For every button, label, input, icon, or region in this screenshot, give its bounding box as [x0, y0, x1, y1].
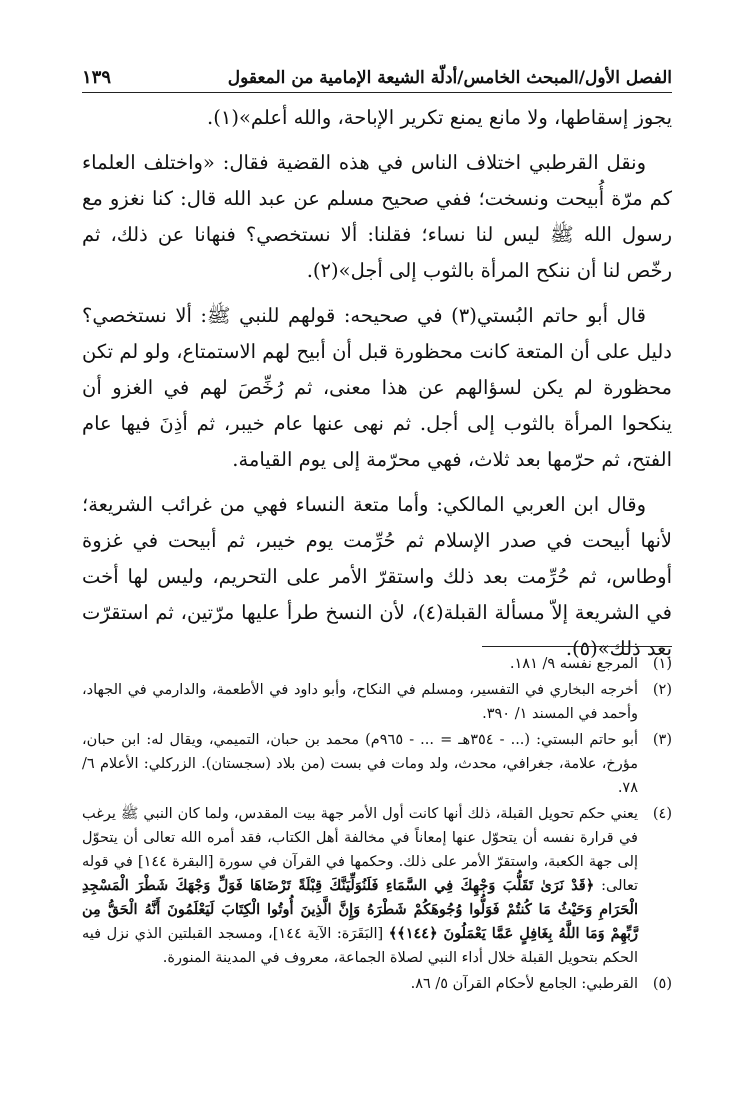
footnote [82, 728, 672, 800]
footnote [82, 652, 672, 676]
footnote [82, 678, 672, 726]
footnote-number: (١) [652, 656, 672, 672]
footnote-number: (٥) [652, 976, 672, 992]
footnote-text: القرطبي: الجامع لأحكام القرآن ٥/ ٨٦. [410, 976, 638, 992]
footnote-number: (٤) [652, 806, 672, 822]
footnote-text: المرجع نفسه ٩/ ١٨١. [509, 656, 638, 672]
footnote-text-after: [البَقَرَة: الآية ١٤٤]، ومسجد القبلتين الذي نزل فيه الحكم بتحويل القبلة خلال أداء النبي لصلاة الجماعة، معروف في المدينة المنورة. [82, 926, 638, 966]
paragraph: ونقل القرطبي اختلاف الناس في هذه القضية فقال: «واختلف العلماء كم مرّة أُبيحت ونسخت؛ ففي صحيح مسلم عن عبد الله قال: كنا نغزو مع رسول الله ﷺ ليس لنا نساء؛ فقلنا: ألا نستخصي؟ فنهانا عن ذلك، ثم رخّص لنا أن ننكح المرأة بالثوب إلى أجل»(٢). [82, 151, 672, 282]
footnote [82, 972, 672, 996]
footnote-text: أخرجه البخاري في التفسير، ومسلم في النكاح، وأبو داود في الأطعمة، والدارمي في الجهاد، وأحمد في المسند ١/ ٣٩٠. [82, 682, 638, 722]
paragraph: قال أبو حاتم البُستي(٣) في صحيحه: قولهم للنبي ﷺ: ألا نستخصي؟ دليل على أن المتعة كانت محظورة قبل أن أبيح لهم الاستمتاع، ولو لم تكن محظورة لم يكن لسؤالهم عن هذا معنى، ثم رُخِّصَ لهم في الغزو أن ينكحوا المرأة بالثوب إلى أجل. ثم نهى عنها عام خيبر، ثم أذِنَ فيها عام الفتح، ثم حرّمها بعد ثلاث، فهي محرّمة إلى يوم القيامة. [82, 304, 672, 471]
quran-verse: ﴿قَدْ نَرَىٰ تَقَلُّبَ وَجْهِكَ فِي السَّمَاءِ فَلَنُوَلِّيَنَّكَ قِبْلَةً تَرْضَاهَا فَوَلِّ وَجْهَكَ شَطْرَ الْمَسْجِدِ الْحَرَامِ وَحَيْثُ مَا كُنتُمْ فَوَلُّوا وُجُوهَكُمْ شَطْرَهُ وَإِنَّ الَّذِينَ أُوتُوا الْكِتَابَ لَيَعْلَمُونَ أَنَّهُ الْحَقُّ مِن رَّبِّهِمْ وَمَا اللَّهُ بِغَافِلٍ عَمَّا يَعْمَلُونَ ﴿١٤٤﴾﴾ [82, 877, 638, 942]
footnote-text [82, 802, 638, 970]
running-head: الفصل الأول/المبحث الخامس/أدلّة الشيعة الإمامية من المعقول [227, 68, 672, 88]
footnotes [82, 652, 672, 998]
footnote-divider [482, 646, 672, 647]
footnote-number: (٣) [652, 732, 672, 748]
page-number: ١٣٩ [82, 67, 112, 88]
footnote-number: (٢) [652, 682, 672, 698]
footnote [82, 802, 672, 970]
main-text [82, 100, 672, 676]
paragraph: وقال ابن العربي المالكي: وأما متعة النساء فهي من غرائب الشريعة؛ لأنها أبيحت في صدر الإسلام ثم حُرِّمت يوم خيبر، ثم أبيحت في غزوة أوطاس، ثم حُرِّمت بعد ذلك واستقرّ الأمر على التحريم، وليس لها أخت في الشريعة إلاّ مسألة القبلة(٤)، لأن النسخ طرأ عليها مرّتين، ثم استقرّت بعد ذلك»(٥). [82, 493, 673, 660]
footnote-text: أبو حاتم البستي: (... - ٣٥٤هـ = ... - ٩٦٥م) محمد بن حبان، التميمي، ويقال له: ابن حبان، مؤرخ، علامة، جغرافي، محدث، ولد ومات في بست (من بلاد (سجستان). الزركلي: الأعلام ٦/ ٧٨. [82, 732, 639, 796]
paragraph: يجوز إسقاطها، ولا مانع يمنع تكرير الإباحة، والله أعلم»(١). [207, 106, 672, 129]
footnote-text-before: يعني حكم تحويل القبلة، ذلك أنها كانت أول الأمر جهة بيت المقدس، ولما كان النبي ﷺ يرغب في قرارة نفسه أن يتحوّل عنها إمعاناً في مخالفة أهل الكتاب، فقد أمره الله تعالى أن يتحوّل إلى جهة الكعبة، واستقرّ الأمر على ذلك. وحكمها في القرآن في سورة [البقرة ١٤٤] في قوله تعالى: [82, 806, 639, 894]
page-header [82, 56, 672, 93]
